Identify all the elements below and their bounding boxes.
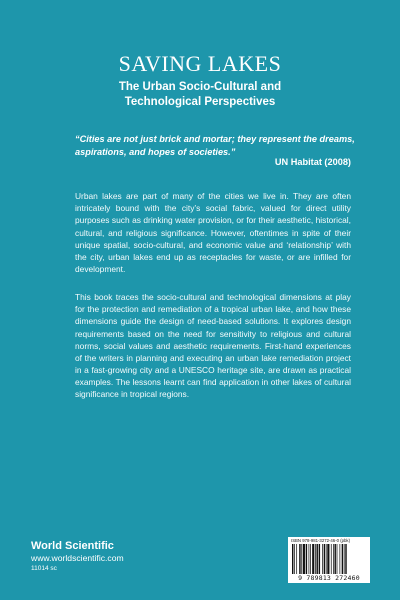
book-title: SAVING LAKES <box>118 51 282 76</box>
subtitle-line-1: The Urban Socio-Cultural and <box>118 81 282 93</box>
isbn-label: ISBN 978-981-3272-46-0 (pbk) <box>291 538 350 543</box>
epigraph-quote: “Cities are not just brick and mortar; they represent the dreams, aspirations, and hopes of societies.” <box>75 134 355 157</box>
subtitle-line-2: Technological Perspectives <box>124 96 276 108</box>
publisher-name: World Scientific <box>31 540 114 552</box>
publisher-url: www.worldscientific.com <box>31 553 124 563</box>
publisher-code: 11014 sc <box>31 565 57 572</box>
description-paragraph-1: Urban lakes are part of many of the cities we live in. They are often intricately bound with the city’s social fabric, valued for direct utility purposes such as drinking water provision, or for their aesthetic, historical, cultural, and religious significance. However, oftentimes in spite of their unique spatial, socio-cultural, and economic value and ‘relationship’ with the city, urban lakes end up as receptacles for waste, or are infilled for development. <box>75 191 351 274</box>
publisher-block <box>31 540 124 573</box>
description-paragraph-2: This book traces the socio-cultural and technological dimensions at play for the protection and remediation of a tropical urban lake, and how these dimensions guide the design of need-based solutions. It explores design requirements based on the need for sensitivity to religious and cultural norms, social values and aesthetic requirements. First-hand experiences of the writers in planning and executing an urban lake remediation project in a fast-growing city and a UNESCO heritage site, are drawn as practical examples. The lessons learnt can find application in other lakes of cultural significance in tropical regions. <box>75 292 351 399</box>
barcode-digits: 9 789813 272460 <box>298 574 360 582</box>
quote-attribution: UN Habitat (2008) <box>274 157 351 167</box>
barcode-bars <box>291 544 367 574</box>
book-subtitle <box>0 80 400 110</box>
isbn-barcode <box>288 537 370 583</box>
